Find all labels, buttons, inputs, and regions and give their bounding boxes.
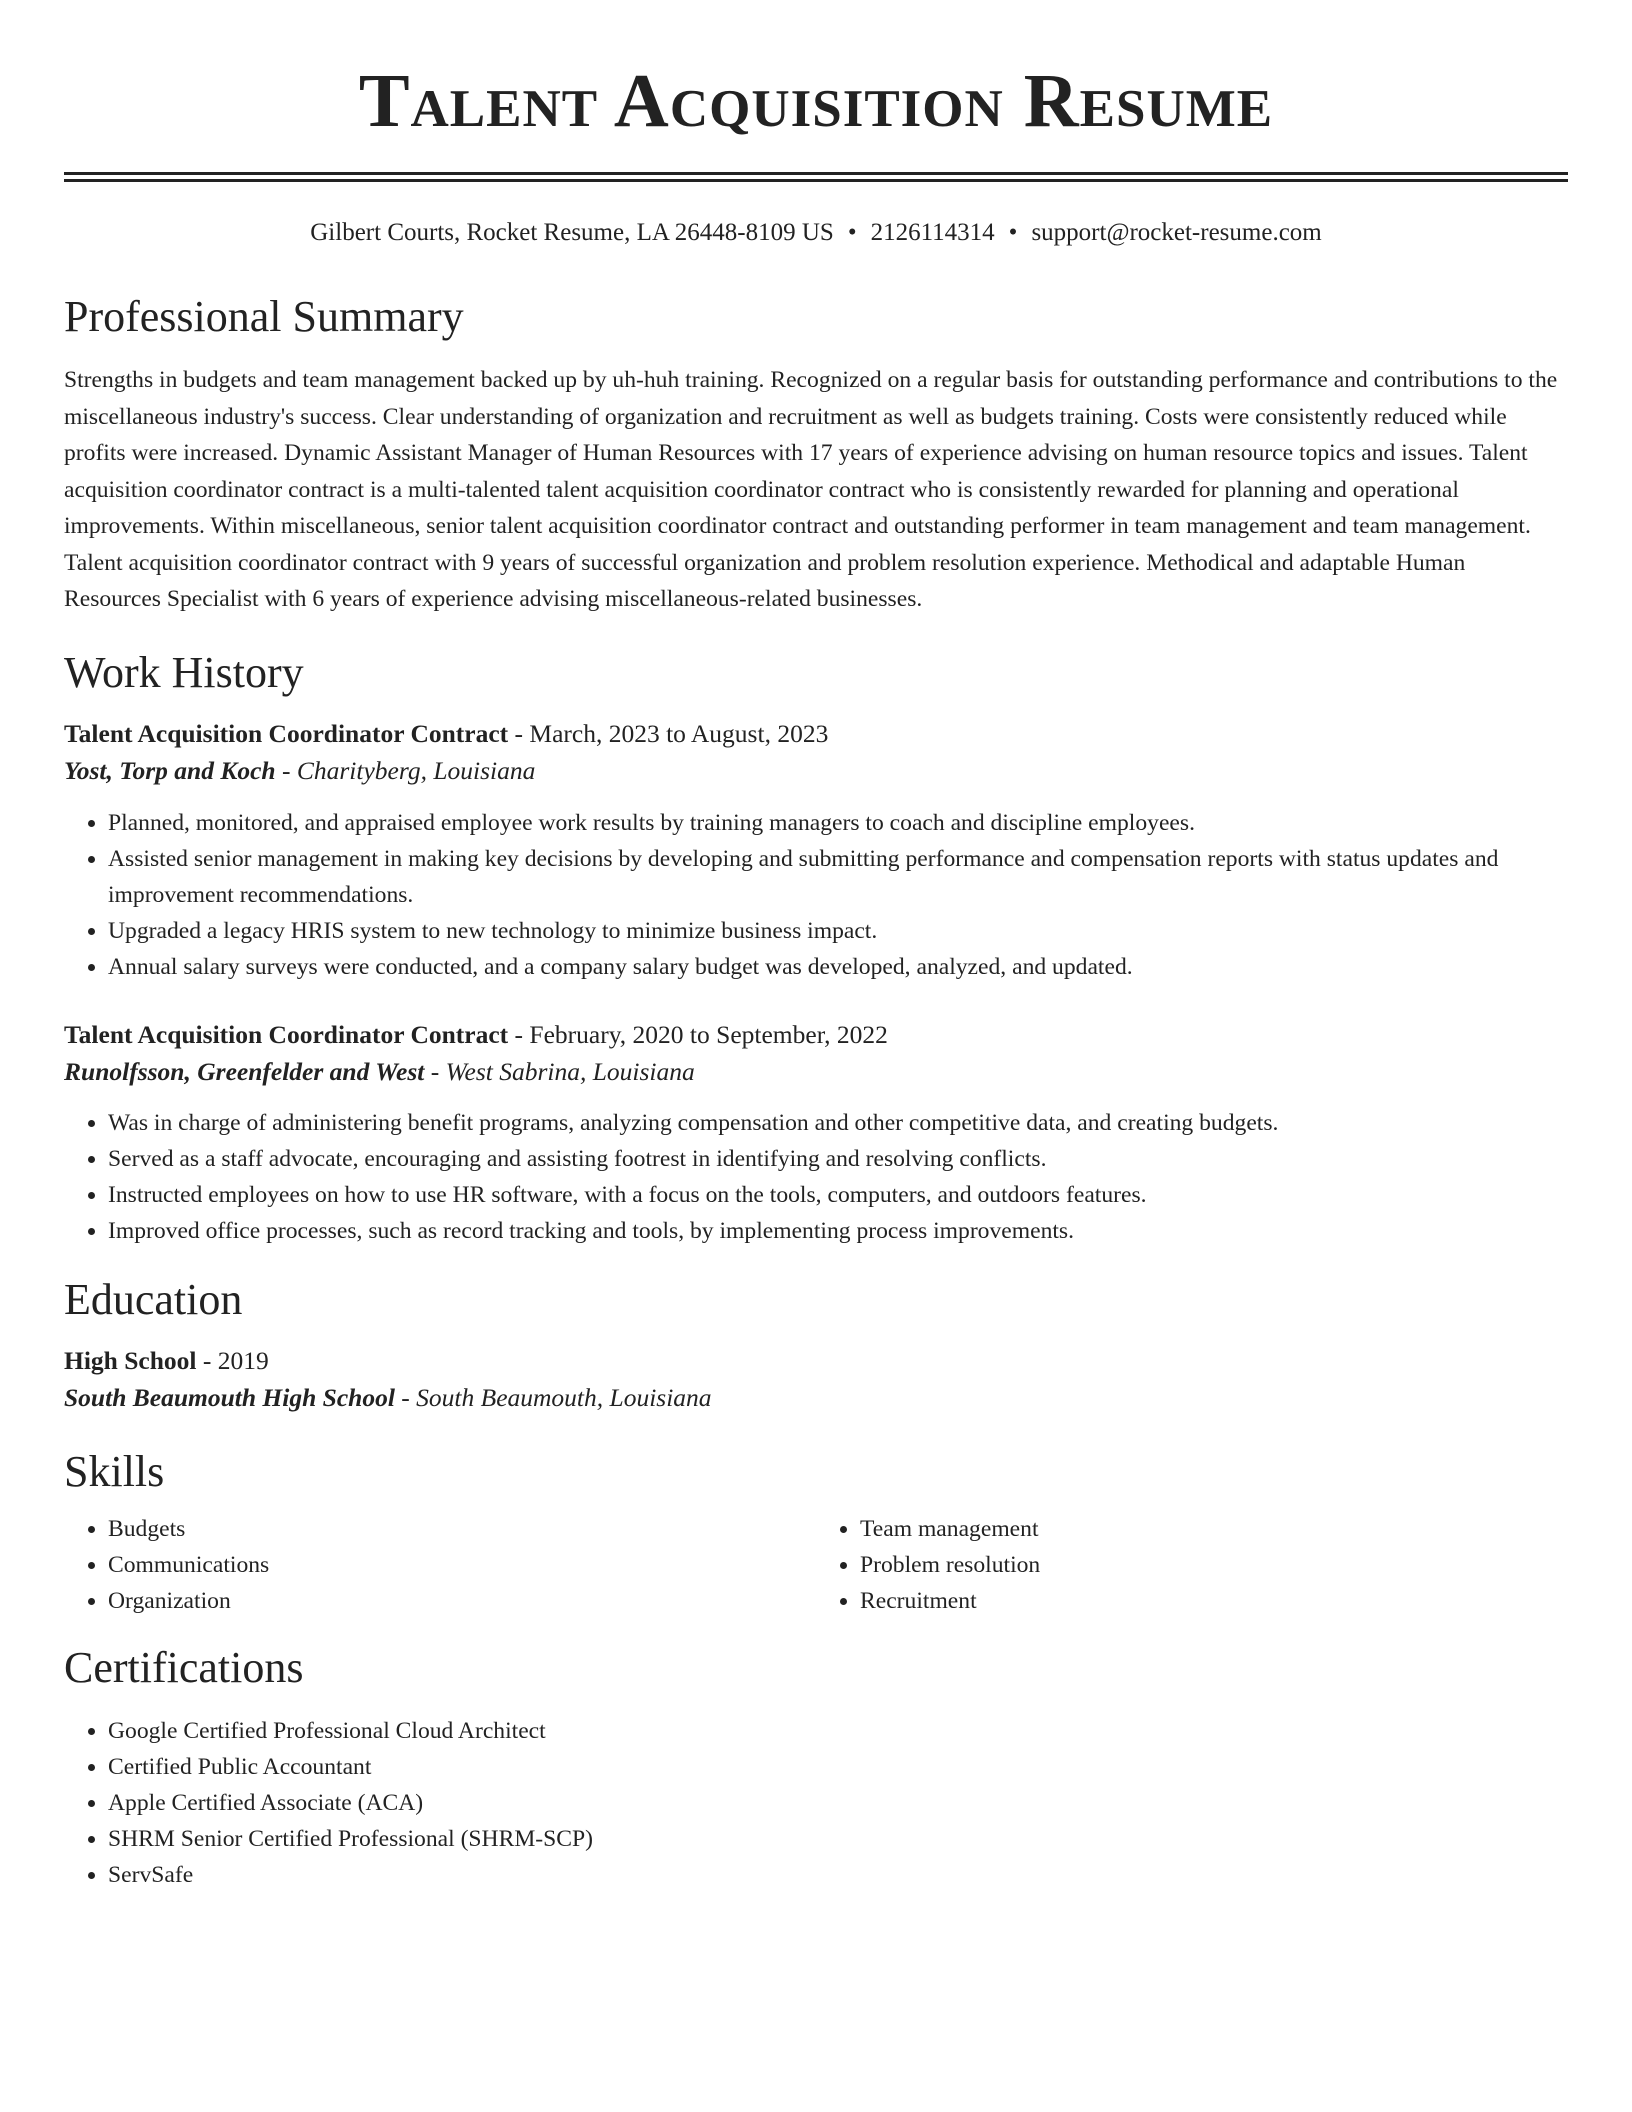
skills-heading: Skills: [64, 1446, 165, 1496]
skills-column-left: [64, 1511, 816, 1619]
work-history-heading: Work History: [64, 647, 304, 697]
title-double-rule: [64, 172, 1568, 182]
certifications-list: [64, 1713, 1568, 1893]
education-year: - 2019: [196, 1345, 269, 1375]
contact-separator: •: [847, 219, 857, 246]
contact-line: [64, 216, 1568, 250]
education-location: - South Beaumouth, Louisiana: [394, 1382, 712, 1412]
job-bullet: • Planned, monitored, and appraised employee work results by training managers to coach and discipline employees.: [108, 805, 1568, 841]
education-header: [64, 1343, 1568, 1379]
job-bullet: • Served as a staff advocate, encouraging and assisting footrest in identifying and resolving conflicts.: [108, 1141, 1568, 1177]
education-degree: High School: [64, 1345, 197, 1375]
summary-section: [64, 290, 1568, 618]
job-bullet: • Was in charge of administering benefit programs, analyzing compensation and other competitive data, and creating budgets.: [108, 1105, 1568, 1141]
education-heading: Education: [64, 1274, 243, 1324]
job-employer: [64, 1053, 1568, 1091]
job-dates: - March, 2023 to August, 2023: [508, 718, 829, 748]
skills-section: [64, 1445, 1568, 1619]
summary-heading: Professional Summary: [64, 292, 464, 341]
job-dates: - February, 2020 to September, 2022: [508, 1019, 888, 1049]
job-entry: [64, 716, 1568, 985]
work-history-section: [64, 646, 1568, 1249]
job-bullet: • Assisted senior management in making key decisions by developing and submitting performance and compensation reports with status updates and improvement recommendations.: [108, 841, 1568, 913]
education-school: South Beaumouth High School: [64, 1382, 395, 1412]
certification-item: • Certified Public Accountant: [108, 1749, 1568, 1785]
job-header: [64, 1017, 1568, 1053]
job-location: - West Sabrina, Louisiana: [424, 1056, 695, 1086]
job-location: - Charityberg, Louisiana: [275, 755, 536, 785]
job-employer: [64, 752, 1568, 790]
skill-item: • Problem resolution: [860, 1547, 1568, 1583]
job-bullet: • Upgraded a legacy HRIS system to new technology to minimize business impact.: [108, 913, 1568, 949]
skill-item: • Recruitment: [860, 1583, 1568, 1619]
skills-column-right: [816, 1511, 1568, 1619]
job-bullets: [64, 805, 1568, 985]
skills-grid: [64, 1511, 1568, 1619]
job-bullets: [64, 1105, 1568, 1249]
resume-title: Talent Acquisition Resume: [358, 59, 1274, 143]
education-school-line: [64, 1379, 1568, 1417]
certification-item: • Google Certified Professional Cloud Architect: [108, 1713, 1568, 1749]
certification-item: • SHRM Senior Certified Professional (SHRM-SCP): [108, 1821, 1568, 1857]
job-bullet: • Annual salary surveys were conducted, and a company salary budget was developed, analyzed, and updated.: [108, 949, 1568, 985]
job-company: Runolfsson, Greenfelder and West: [64, 1056, 425, 1086]
contact-phone: 2126114314: [870, 219, 995, 246]
certification-item: • ServSafe: [108, 1857, 1568, 1893]
certifications-heading: Certifications: [64, 1642, 304, 1692]
contact-separator: •: [1008, 219, 1018, 246]
job-entry: [64, 1017, 1568, 1249]
education-section: [64, 1273, 1568, 1417]
job-header: [64, 716, 1568, 752]
job-company: Yost, Torp and Koch: [64, 755, 276, 785]
job-bullet: • Improved office processes, such as record tracking and tools, by implementing process improvements.: [108, 1213, 1568, 1249]
certification-item: • Apple Certified Associate (ACA): [108, 1785, 1568, 1821]
skill-item: • Communications: [108, 1547, 816, 1583]
skill-item: • Budgets: [108, 1511, 816, 1547]
job-title: Talent Acquisition Coordinator Contract: [64, 1019, 509, 1049]
summary-text: Strengths in budgets and team management backed up by uh-huh training. Recognized on a regular basis for outstanding performance and contributions to the miscellaneous industry's success. Clear understanding of organization and recruitment as well as budgets training. Costs were consistently reduced while profits were increased. Dynamic Assistant Manager of Human Resources with 17 years of experience advising on human resource topics and issues. Talent acquisition coordinator contract is a multi-talented talent acquisition coordinator contract who is consistently rewarded for planning and operational improvements. Within miscellaneous, senior talent acquisition coordinator contract and outstanding performer in team management and team management. Talent acquisition coordinator contract with 9 years of successful organization and problem resolution experience. Methodical and adaptable Human Resources Specialist with 6 years of experience advising miscellaneous-related businesses.: [64, 367, 1558, 612]
certifications-section: [64, 1641, 1568, 1893]
skill-item: • Organization: [108, 1583, 816, 1619]
job-title: Talent Acquisition Coordinator Contract: [64, 718, 509, 748]
skill-item: • Team management: [860, 1511, 1568, 1547]
contact-email: support@rocket-resume.com: [1031, 219, 1322, 246]
contact-address: Gilbert Courts, Rocket Resume, LA 26448-8109 US: [310, 219, 834, 246]
job-bullet: • Instructed employees on how to use HR software, with a focus on the tools, computers, and outdoors features.: [108, 1177, 1568, 1213]
